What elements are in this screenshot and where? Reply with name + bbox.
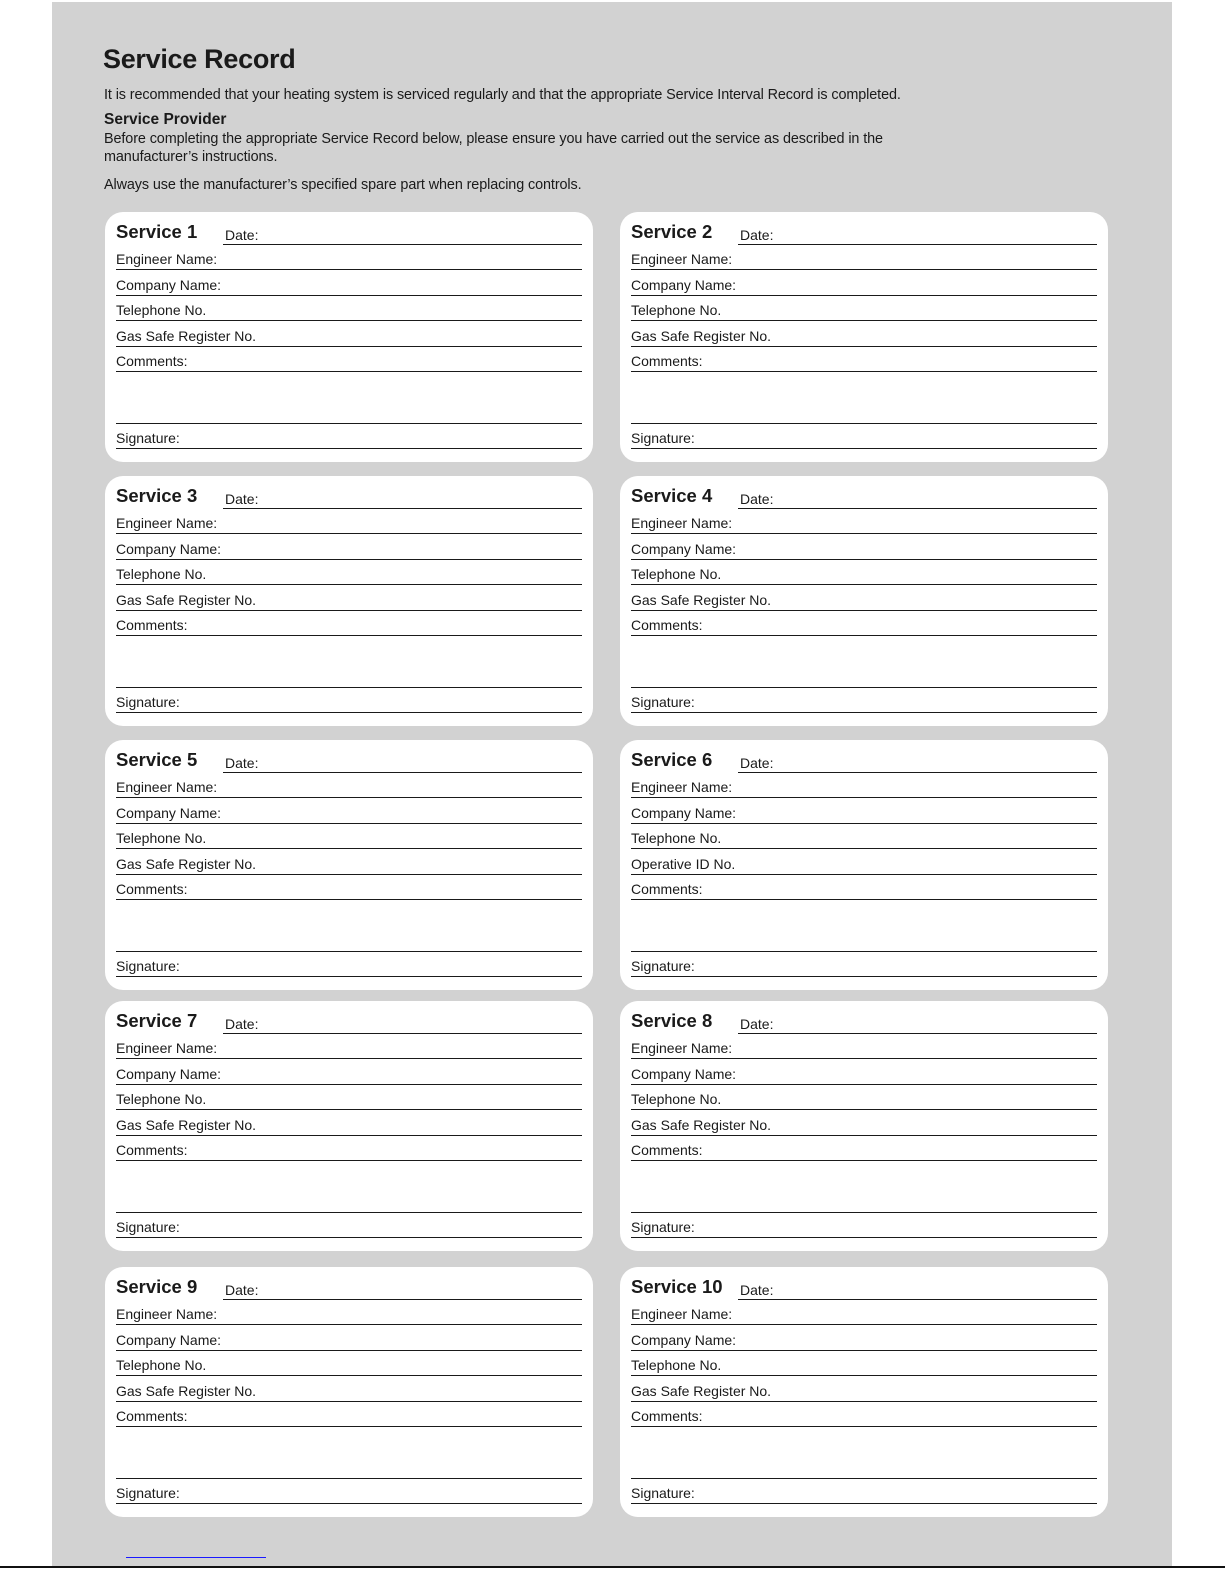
service-card-title: Service 6 xyxy=(631,749,713,770)
field-label: Company Name: xyxy=(116,1066,222,1082)
page-title: Service Record xyxy=(103,44,296,74)
field-label: Comments: xyxy=(631,617,703,633)
field-label: Signature: xyxy=(116,958,180,974)
date-label: Date: xyxy=(740,1016,774,1032)
register-number-field[interactable] xyxy=(116,1111,582,1136)
field-label: Signature: xyxy=(116,430,180,446)
engineer-name-field[interactable] xyxy=(116,773,582,798)
field-label: Company Name: xyxy=(631,1332,737,1348)
service-card-title: Service 9 xyxy=(116,1276,198,1297)
date-field[interactable] xyxy=(738,1009,1097,1034)
field-label: Company Name: xyxy=(116,541,222,557)
telephone-field[interactable] xyxy=(631,824,1097,849)
comments-area[interactable] xyxy=(116,901,582,952)
company-name-field[interactable] xyxy=(631,535,1097,560)
telephone-field[interactable] xyxy=(116,1085,582,1110)
field-label: Signature: xyxy=(631,694,695,710)
service-card-title: Service 10 xyxy=(631,1276,723,1297)
field-label: Comments: xyxy=(116,617,188,633)
comments-area[interactable] xyxy=(116,373,582,424)
field-label: Comments: xyxy=(631,881,703,897)
field-label: Engineer Name: xyxy=(116,1306,218,1322)
field-label: Comments: xyxy=(631,1142,703,1158)
date-label: Date: xyxy=(225,755,259,771)
service-provider-heading: Service Provider xyxy=(104,111,227,128)
engineer-name-field[interactable] xyxy=(631,1034,1097,1059)
register-number-field[interactable] xyxy=(116,586,582,611)
field-label: Telephone No. xyxy=(116,1357,207,1373)
comments-field[interactable] xyxy=(116,1136,582,1161)
signature-field[interactable] xyxy=(116,952,582,977)
engineer-name-field[interactable] xyxy=(631,245,1097,270)
service-card-title: Service 4 xyxy=(631,485,713,506)
date-label: Date: xyxy=(740,491,774,507)
service-card-title: Service 8 xyxy=(631,1010,713,1031)
company-name-field[interactable] xyxy=(116,271,582,296)
spare-part-notice: Always use the manufacturer’s specified spare part when replacing controls. xyxy=(104,177,582,193)
date-field[interactable] xyxy=(738,1275,1097,1300)
field-label: Telephone No. xyxy=(631,830,722,846)
comments-field[interactable] xyxy=(116,875,582,900)
telephone-field[interactable] xyxy=(631,560,1097,585)
date-label: Date: xyxy=(225,1282,259,1298)
field-label: Company Name: xyxy=(631,277,737,293)
comments-area[interactable] xyxy=(631,637,1097,688)
service-card xyxy=(105,1001,593,1251)
field-label: Gas Safe Register No. xyxy=(631,328,772,344)
service-card xyxy=(105,740,593,990)
field-label: Telephone No. xyxy=(631,1091,722,1107)
comments-field[interactable] xyxy=(631,1136,1097,1161)
field-label: Gas Safe Register No. xyxy=(631,1117,772,1133)
field-label: Signature: xyxy=(631,1219,695,1235)
field-label: Signature: xyxy=(116,1485,180,1501)
field-label: Engineer Name: xyxy=(631,1040,733,1056)
engineer-name-field[interactable] xyxy=(631,1300,1097,1325)
company-name-field[interactable] xyxy=(116,535,582,560)
field-label: Signature: xyxy=(116,694,180,710)
field-label: Comments: xyxy=(116,881,188,897)
field-label: Telephone No. xyxy=(116,302,207,318)
service-card-title: Service 2 xyxy=(631,221,713,242)
register-number-field[interactable] xyxy=(116,322,582,347)
comments-area[interactable] xyxy=(116,1428,582,1479)
signature-field[interactable] xyxy=(631,424,1097,449)
register-number-field[interactable] xyxy=(631,586,1097,611)
company-name-field[interactable] xyxy=(631,1326,1097,1351)
field-label: Telephone No. xyxy=(631,302,722,318)
register-number-field[interactable] xyxy=(631,1377,1097,1402)
comments-field[interactable] xyxy=(631,347,1097,372)
field-label: Engineer Name: xyxy=(116,1040,218,1056)
page-bottom-divider xyxy=(0,1566,1225,1568)
comments-field[interactable] xyxy=(631,1402,1097,1427)
field-label: Company Name: xyxy=(631,541,737,557)
field-label: Engineer Name: xyxy=(116,515,218,531)
date-field[interactable] xyxy=(223,220,582,245)
field-label: Engineer Name: xyxy=(631,251,733,267)
company-name-field[interactable] xyxy=(116,1060,582,1085)
engineer-name-field[interactable] xyxy=(116,1034,582,1059)
telephone-field[interactable] xyxy=(631,1085,1097,1110)
comments-area[interactable] xyxy=(631,901,1097,952)
field-label: Company Name: xyxy=(116,805,222,821)
engineer-name-field[interactable] xyxy=(116,245,582,270)
date-field[interactable] xyxy=(738,220,1097,245)
engineer-name-field[interactable] xyxy=(631,773,1097,798)
date-label: Date: xyxy=(740,1282,774,1298)
field-label: Engineer Name: xyxy=(631,1306,733,1322)
register-number-field[interactable] xyxy=(116,1377,582,1402)
comments-area[interactable] xyxy=(116,637,582,688)
company-name-field[interactable] xyxy=(631,1060,1097,1085)
signature-field[interactable] xyxy=(116,1213,582,1238)
service-card xyxy=(105,476,593,726)
field-label: Gas Safe Register No. xyxy=(631,592,772,608)
date-field[interactable] xyxy=(223,1009,582,1034)
service-card-title: Service 7 xyxy=(116,1010,198,1031)
register-number-field[interactable] xyxy=(631,1111,1097,1136)
signature-field[interactable] xyxy=(116,424,582,449)
signature-field[interactable] xyxy=(631,688,1097,713)
service-card xyxy=(105,212,593,462)
company-name-field[interactable] xyxy=(116,799,582,824)
field-label: Gas Safe Register No. xyxy=(116,856,257,872)
field-label: Company Name: xyxy=(116,277,222,293)
company-name-field[interactable] xyxy=(631,271,1097,296)
operative-id-field[interactable] xyxy=(631,850,1097,875)
field-label: Telephone No. xyxy=(116,566,207,582)
field-label: Gas Safe Register No. xyxy=(631,1383,772,1399)
service-card-title: Service 5 xyxy=(116,749,198,770)
date-field[interactable] xyxy=(223,748,582,773)
service-card xyxy=(620,1001,1108,1251)
signature-field[interactable] xyxy=(631,1213,1097,1238)
field-label: Gas Safe Register No. xyxy=(116,592,257,608)
field-label: Engineer Name: xyxy=(116,251,218,267)
engineer-name-field[interactable] xyxy=(631,509,1097,534)
field-label: Comments: xyxy=(116,1142,188,1158)
company-name-field[interactable] xyxy=(116,1326,582,1351)
telephone-field[interactable] xyxy=(116,1351,582,1376)
service-card-title: Service 1 xyxy=(116,221,198,242)
field-label: Company Name: xyxy=(116,1332,222,1348)
date-field[interactable] xyxy=(223,484,582,509)
service-card xyxy=(620,1267,1108,1517)
register-number-field[interactable] xyxy=(631,322,1097,347)
field-label: Comments: xyxy=(116,1408,188,1424)
register-number-field[interactable] xyxy=(116,850,582,875)
signature-field[interactable] xyxy=(116,1479,582,1504)
field-label: Signature: xyxy=(631,1485,695,1501)
field-label: Signature: xyxy=(631,430,695,446)
intro-text: It is recommended that your heating system is serviced regularly and that the appropriate Service Interval Record is completed. xyxy=(104,87,901,103)
telephone-field[interactable] xyxy=(631,1351,1097,1376)
field-label: Gas Safe Register No. xyxy=(116,328,257,344)
telephone-field[interactable] xyxy=(631,296,1097,321)
service-card xyxy=(620,212,1108,462)
field-label: Company Name: xyxy=(631,805,737,821)
field-label: Engineer Name: xyxy=(631,515,733,531)
date-label: Date: xyxy=(225,1016,259,1032)
signature-field[interactable] xyxy=(631,952,1097,977)
comments-area[interactable] xyxy=(631,373,1097,424)
date-label: Date: xyxy=(740,227,774,243)
comments-field[interactable] xyxy=(116,611,582,636)
telephone-field[interactable] xyxy=(116,560,582,585)
service-card-title: Service 3 xyxy=(116,485,198,506)
field-label: Telephone No. xyxy=(116,1091,207,1107)
hyperlink-underline[interactable] xyxy=(126,1557,266,1558)
telephone-field[interactable] xyxy=(116,824,582,849)
field-label: Telephone No. xyxy=(631,566,722,582)
service-card xyxy=(620,740,1108,990)
date-label: Date: xyxy=(740,755,774,771)
comments-field[interactable] xyxy=(631,875,1097,900)
comments-field[interactable] xyxy=(631,611,1097,636)
field-label: Signature: xyxy=(116,1219,180,1235)
comments-field[interactable] xyxy=(116,347,582,372)
comments-field[interactable] xyxy=(116,1402,582,1427)
field-label: Engineer Name: xyxy=(631,779,733,795)
service-card xyxy=(620,476,1108,726)
field-label: Operative ID No. xyxy=(631,856,736,872)
field-label: Comments: xyxy=(116,353,188,369)
field-label: Gas Safe Register No. xyxy=(116,1383,257,1399)
field-label: Telephone No. xyxy=(116,830,207,846)
comments-area[interactable] xyxy=(631,1428,1097,1479)
date-field[interactable] xyxy=(738,748,1097,773)
engineer-name-field[interactable] xyxy=(116,509,582,534)
comments-area[interactable] xyxy=(631,1162,1097,1213)
telephone-field[interactable] xyxy=(116,296,582,321)
field-label: Telephone No. xyxy=(631,1357,722,1373)
signature-field[interactable] xyxy=(116,688,582,713)
field-label: Engineer Name: xyxy=(116,779,218,795)
signature-field[interactable] xyxy=(631,1479,1097,1504)
engineer-name-field[interactable] xyxy=(116,1300,582,1325)
service-card xyxy=(105,1267,593,1517)
field-label: Signature: xyxy=(631,958,695,974)
company-name-field[interactable] xyxy=(631,799,1097,824)
date-label: Date: xyxy=(225,491,259,507)
field-label: Comments: xyxy=(631,1408,703,1424)
comments-area[interactable] xyxy=(116,1162,582,1213)
field-label: Comments: xyxy=(631,353,703,369)
date-label: Date: xyxy=(225,227,259,243)
date-field[interactable] xyxy=(738,484,1097,509)
field-label: Company Name: xyxy=(631,1066,737,1082)
date-field[interactable] xyxy=(223,1275,582,1300)
field-label: Gas Safe Register No. xyxy=(116,1117,257,1133)
service-provider-text: Before completing the appropriate Service Record below, please ensure you have carried out the service as described in the manufacturer’s instructions. xyxy=(104,131,883,165)
